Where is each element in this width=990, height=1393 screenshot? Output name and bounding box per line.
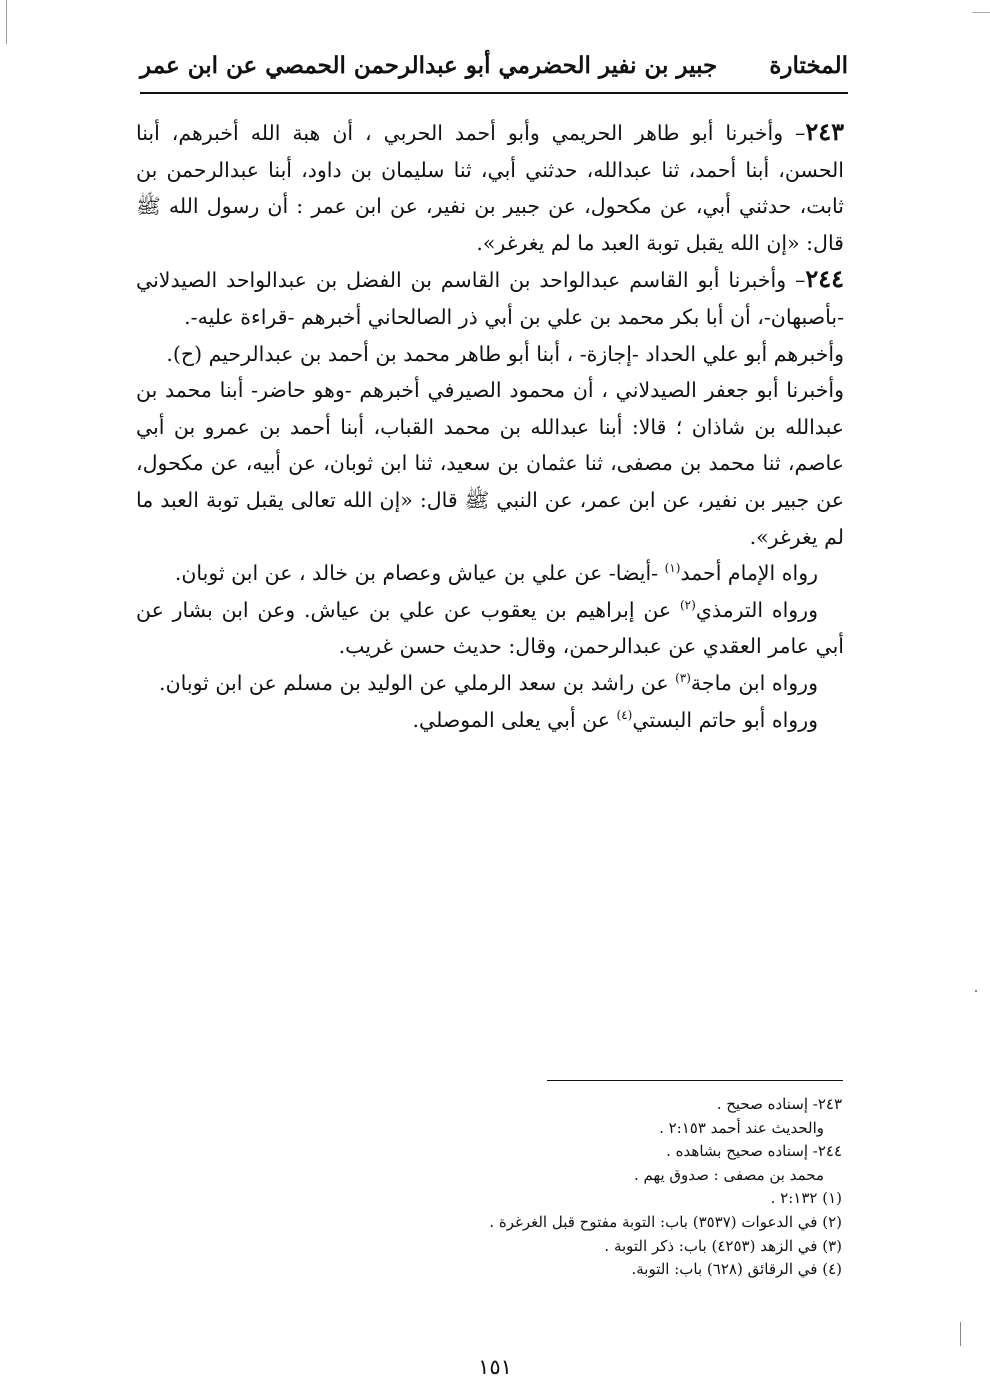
footnote-line: (٣) في الزهد (٤٢٥٣) باب: ذكر التوبة .	[604, 1236, 842, 1255]
footnote-ref: (١)	[664, 561, 681, 576]
footnote-line: محمد بن مصفى : صدوق يهم .	[634, 1165, 824, 1184]
narration-text: ورواه أبو حاتم البستي	[632, 707, 818, 732]
scan-edge-mark	[972, 12, 990, 13]
footnote-rule	[547, 1080, 843, 1081]
hadith-243	[136, 114, 844, 261]
footnote-line: (٢) في الدعوات (٣٥٣٧) باب: التوبة مفتوح قبل الغرغرة .	[489, 1212, 842, 1231]
footnotes	[300, 1093, 842, 1282]
hadith-text: – وأخبرنا أبو طاهر الحريمي وأبو أحمد الحربي ، أن هبة الله أخبرهم، أبنا الحسن، أبنا أحمد، ثنا عبدالله، حدثني أبي، ثنا سليمان بن داود، أبنا عبدالرحمن بن ثابت، حدثني أبي، عن مكحول، عن جبير بن نفير، عن ابن عمر : أن رسول الله ﷺ قال: «إن الله يقبل توبة العبد ما لم يغرغر».	[136, 121, 844, 255]
book-title: المختارة	[769, 52, 848, 79]
footnote-ref: (٤)	[616, 707, 633, 722]
narration-text: ورواه الترمذي	[695, 597, 818, 622]
narration-ahmad	[136, 555, 844, 592]
hadith-number: ٢٤٣	[805, 117, 844, 146]
narration-text: ورواه ابن ماجة	[690, 670, 818, 695]
footnote-line: (٤) في الرقائق (٦٢٨) باب: التوبة.	[631, 1260, 842, 1279]
running-header	[140, 46, 848, 90]
hadith-number: ٢٤٤	[805, 264, 844, 294]
hadith-text: – وأخبرنا أبو القاسم عبدالواحد بن القاسم بن الفضل بن عبدالواحد الصيدلاني -بأصبهان-، أن أبا بكر محمد بن علي بن أبي ذر الصالحاني أخبرهم -قراءة عليه-.	[136, 268, 844, 329]
footnote-line: والحديث عند أحمد ٢:١٥٣ .	[659, 1118, 824, 1137]
chain-paragraph: وأخبرهم أبو علي الحداد -إجازة- ، أبنا أبو طاهر محمد بن أحمد بن عبدالرحيم (ح).	[166, 341, 844, 366]
footnote-ref: (٣)	[675, 671, 691, 686]
scan-edge-mark	[960, 1322, 961, 1346]
narration-text: عن راشد بن سعد الرملي عن الوليد بن مسلم عن ابن ثوبان.	[159, 670, 676, 695]
narration-text: عن إبراهيم بن يعقوب عن علي بن عياش. وعن ابن بشار عن أبي عامر العقدي عن عبدالرحمن، وقال: حديث حسن غريب.	[136, 597, 844, 659]
page-number: ١٥١	[478, 1355, 512, 1379]
chain-paragraph: وأخبرنا أبو جعفر الصيدلاني ، أن محمود الصيرفي أخبرهم -وهو حاضر- أبنا محمد بن عبدالله بن شاذان ؛ قالا: أبنا عبدالله بن محمد القباب، أبنا أحمد بن عمرو بن أبي عاصم، ثنا محمد بن مصفى، ثنا عثمان بن سعيد، ثنا ابن ثوبان، عن أبيه، عن مكحول، عن جبير بن نفير، عن ابن عمر، عن النبي ﷺ قال: «إن الله تعالى يقبل توبة العبد ما لم يغرغر».	[136, 378, 844, 549]
narration-text: رواه الإمام أحمد	[680, 561, 818, 586]
narration-text: عن أبي يعلى الموصلي.	[412, 707, 617, 732]
scan-dust-speck	[975, 990, 977, 992]
narration-text: -أيضا- عن علي بن عياش وعصام بن خالد ، عن ابن ثوبان.	[174, 561, 665, 586]
hadith-244	[136, 261, 844, 335]
footnote-line: ٢٤٤- إسناده صحيح بشاهده .	[666, 1142, 842, 1161]
scan-edge-mark	[6, 0, 7, 44]
footnote-ref: (٢)	[679, 597, 696, 612]
narration-busti	[136, 702, 844, 739]
main-text	[136, 114, 844, 738]
section-title: جبير بن نفير الحضرمي أبو عبدالرحمن الحمصي عن ابن عمر	[140, 52, 718, 79]
footnote-line: (١) ٢:١٣٢ .	[770, 1189, 842, 1208]
header-rule	[140, 92, 848, 94]
footnote-line: ٢٤٣- إسناده صحيح .	[716, 1095, 842, 1113]
narration-ibn-majah	[136, 665, 844, 702]
narration-tirmidhi	[136, 592, 844, 665]
